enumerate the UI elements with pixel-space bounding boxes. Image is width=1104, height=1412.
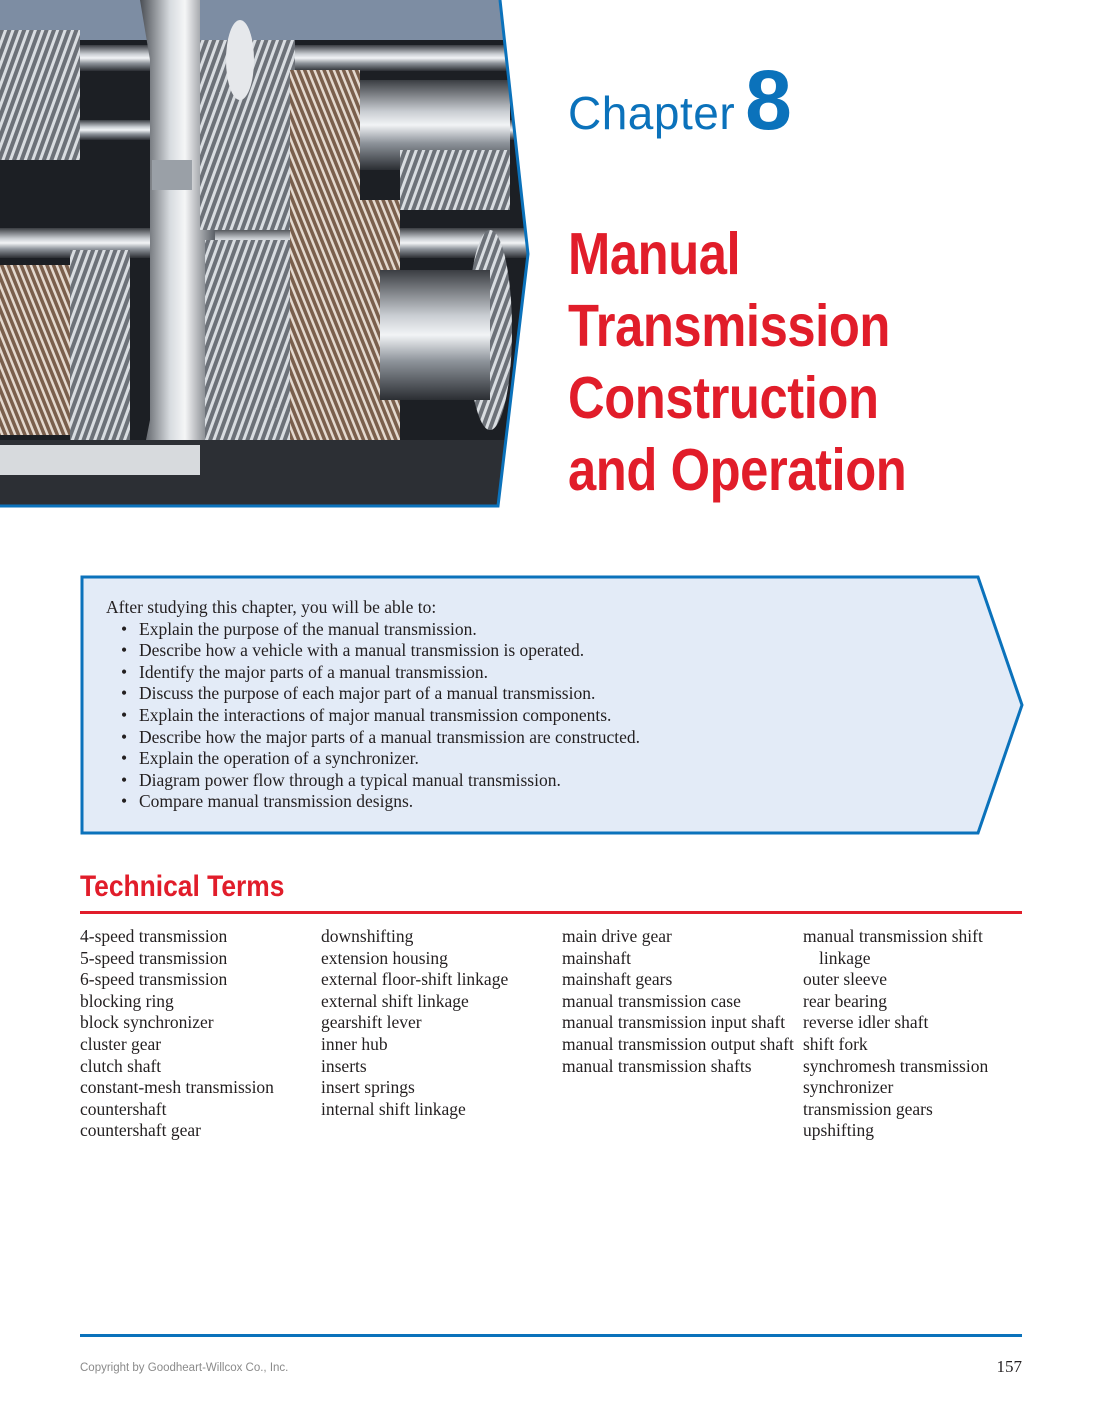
page-number: 157 xyxy=(996,1357,1022,1376)
term: extension housing xyxy=(321,947,448,968)
terms-column-2 xyxy=(321,926,556,1120)
chapter-title xyxy=(568,218,1088,506)
term: transmission gears xyxy=(803,1098,933,1119)
term: manual transmission input shaft xyxy=(562,1012,786,1033)
term: inserts xyxy=(321,1055,367,1076)
chapter-title-line: Construction xyxy=(568,365,879,431)
objective-item: • Explain the purpose of the manual transmission. xyxy=(117,619,640,641)
term: countershaft gear xyxy=(80,1120,201,1141)
term: synchromesh transmission xyxy=(803,1055,989,1076)
technical-terms-heading: Technical Terms xyxy=(80,870,285,903)
learning-objectives-box xyxy=(80,575,1026,837)
term: gearshift lever xyxy=(321,1012,422,1033)
term: internal shift linkage xyxy=(321,1098,466,1119)
term: downshifting xyxy=(321,926,414,946)
term: main drive gear xyxy=(562,926,672,946)
chapter-number: 8 xyxy=(745,53,792,147)
objective-item: • Compare manual transmission designs. xyxy=(117,791,640,813)
chapter-title-line: Manual xyxy=(568,221,741,287)
objectives-intro: After studying this chapter, you will be able to: xyxy=(106,597,437,617)
term: manual transmission shafts xyxy=(562,1055,752,1076)
term: mainshaft xyxy=(562,947,632,968)
term: clutch shaft xyxy=(80,1055,162,1076)
technical-terms-rule xyxy=(80,911,1022,914)
term: synchronizer xyxy=(803,1077,894,1098)
term: shift fork xyxy=(803,1033,868,1054)
term: insert springs xyxy=(321,1077,415,1098)
term: 5-speed transmission xyxy=(80,947,228,968)
objectives-list xyxy=(106,619,640,813)
objective-item: • Describe how the major parts of a manual transmission are constructed. xyxy=(117,727,640,749)
term: cluster gear xyxy=(80,1033,162,1054)
term: reverse idler shaft xyxy=(803,1012,929,1033)
term: mainshaft gears xyxy=(562,969,673,990)
chapter-title-line: and Operation xyxy=(568,437,907,503)
term: upshifting xyxy=(803,1120,874,1141)
objective-item: • Discuss the purpose of each major part of a manual transmission. xyxy=(117,683,640,705)
term: 4-speed transmission xyxy=(80,926,228,946)
chapter-title-line: Transmission xyxy=(568,293,890,359)
term: inner hub xyxy=(321,1033,388,1054)
objective-item: • Explain the interactions of major manual transmission components. xyxy=(117,705,640,727)
term: manual transmission output shaft xyxy=(562,1033,794,1054)
term: external shift linkage xyxy=(321,990,469,1011)
objective-item: • Describe how a vehicle with a manual transmission is operated. xyxy=(117,640,640,662)
terms-column-4 xyxy=(803,926,1038,1142)
objective-item: • Explain the operation of a synchronizer. xyxy=(117,748,640,770)
objective-item: • Identify the major parts of a manual transmission. xyxy=(117,662,640,684)
term: 6-speed transmission xyxy=(80,969,228,990)
chapter-opener-image xyxy=(0,0,530,510)
terms-column-1 xyxy=(80,926,315,1142)
footer-rule xyxy=(80,1334,1022,1337)
copyright-notice: Copyright by Goodheart-Willcox Co., Inc. xyxy=(80,1362,289,1374)
objective-item: • Diagram power flow through a typical manual transmission. xyxy=(117,770,640,792)
term: outer sleeve xyxy=(803,969,888,990)
term: constant-mesh transmission xyxy=(80,1077,274,1098)
term: countershaft xyxy=(80,1098,167,1119)
chapter-word: Chapter xyxy=(568,87,736,139)
term: external floor-shift linkage xyxy=(321,969,509,990)
term: rear bearing xyxy=(803,990,888,1011)
term: manual transmission shift linkage xyxy=(803,926,983,968)
term: block synchronizer xyxy=(80,1012,214,1033)
term: blocking ring xyxy=(80,990,174,1011)
terms-column-3 xyxy=(562,926,797,1077)
term: manual transmission case xyxy=(562,990,741,1011)
chapter-label xyxy=(568,53,792,147)
